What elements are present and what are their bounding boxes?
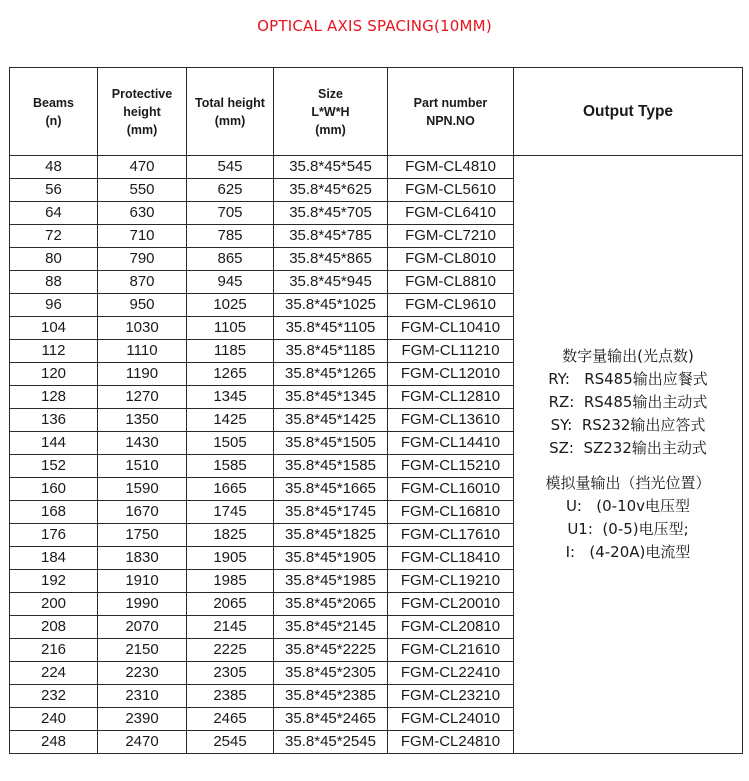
cell-protective: 1270 <box>98 386 187 409</box>
cell-size: 35.8*45*705 <box>274 202 388 225</box>
cell-part: FGM-CL24810 <box>388 731 514 754</box>
cell-beams: 176 <box>10 524 98 547</box>
header-output-type: Output Type <box>514 68 743 156</box>
cell-size: 35.8*45*2385 <box>274 685 388 708</box>
digital-output-line: RZ: RS485输出主动式 <box>548 393 708 411</box>
cell-total: 1105 <box>187 317 274 340</box>
cell-size: 35.8*45*945 <box>274 271 388 294</box>
cell-protective: 2230 <box>98 662 187 685</box>
cell-protective: 1830 <box>98 547 187 570</box>
cell-protective: 790 <box>98 248 187 271</box>
cell-size: 35.8*45*1265 <box>274 363 388 386</box>
cell-total: 1425 <box>187 409 274 432</box>
cell-total: 1585 <box>187 455 274 478</box>
cell-part: FGM-CL12810 <box>388 386 514 409</box>
cell-part: FGM-CL11210 <box>388 340 514 363</box>
cell-total: 1185 <box>187 340 274 363</box>
cell-size: 35.8*45*1985 <box>274 570 388 593</box>
cell-total: 785 <box>187 225 274 248</box>
cell-size: 35.8*45*1585 <box>274 455 388 478</box>
cell-part: FGM-CL12010 <box>388 363 514 386</box>
digital-output-line: SZ: SZ232输出主动式 <box>549 439 707 457</box>
header-beams: Beams (n) <box>10 68 98 156</box>
cell-protective: 2070 <box>98 616 187 639</box>
cell-total: 2305 <box>187 662 274 685</box>
cell-total: 1025 <box>187 294 274 317</box>
cell-part: FGM-CL5610 <box>388 179 514 202</box>
cell-beams: 88 <box>10 271 98 294</box>
cell-part: FGM-CL10410 <box>388 317 514 340</box>
cell-beams: 120 <box>10 363 98 386</box>
cell-total: 625 <box>187 179 274 202</box>
cell-part: FGM-CL23210 <box>388 685 514 708</box>
cell-beams: 96 <box>10 294 98 317</box>
cell-beams: 240 <box>10 708 98 731</box>
cell-beams: 72 <box>10 225 98 248</box>
cell-protective: 1350 <box>98 409 187 432</box>
cell-protective: 1190 <box>98 363 187 386</box>
cell-part: FGM-CL22410 <box>388 662 514 685</box>
cell-total: 1505 <box>187 432 274 455</box>
cell-beams: 208 <box>10 616 98 639</box>
spec-table <box>9 67 743 754</box>
cell-size: 35.8*45*785 <box>274 225 388 248</box>
cell-total: 1825 <box>187 524 274 547</box>
cell-total: 1665 <box>187 478 274 501</box>
cell-part: FGM-CL4810 <box>388 156 514 179</box>
cell-protective: 2390 <box>98 708 187 731</box>
page-title: OPTICAL AXIS SPACING(10MM) <box>257 17 492 35</box>
cell-total: 1265 <box>187 363 274 386</box>
cell-protective: 710 <box>98 225 187 248</box>
cell-part: FGM-CL7210 <box>388 225 514 248</box>
cell-beams: 136 <box>10 409 98 432</box>
cell-total: 2465 <box>187 708 274 731</box>
cell-part: FGM-CL9610 <box>388 294 514 317</box>
cell-size: 35.8*45*1425 <box>274 409 388 432</box>
cell-beams: 128 <box>10 386 98 409</box>
cell-beams: 64 <box>10 202 98 225</box>
cell-part: FGM-CL24010 <box>388 708 514 731</box>
cell-protective: 550 <box>98 179 187 202</box>
cell-total: 2145 <box>187 616 274 639</box>
cell-protective: 1030 <box>98 317 187 340</box>
cell-beams: 112 <box>10 340 98 363</box>
cell-total: 2385 <box>187 685 274 708</box>
cell-protective: 630 <box>98 202 187 225</box>
cell-part: FGM-CL20010 <box>388 593 514 616</box>
cell-beams: 232 <box>10 685 98 708</box>
cell-total: 2065 <box>187 593 274 616</box>
cell-protective: 1990 <box>98 593 187 616</box>
cell-protective: 1910 <box>98 570 187 593</box>
cell-protective: 1110 <box>98 340 187 363</box>
digital-output-line: SY: RS232输出应答式 <box>550 416 706 434</box>
cell-size: 35.8*45*2545 <box>274 731 388 754</box>
cell-total: 945 <box>187 271 274 294</box>
cell-beams: 152 <box>10 455 98 478</box>
cell-beams: 144 <box>10 432 98 455</box>
analog-output-line: U1: (0-5)电压型; <box>567 520 689 538</box>
cell-protective: 2310 <box>98 685 187 708</box>
cell-total: 2225 <box>187 639 274 662</box>
cell-beams: 56 <box>10 179 98 202</box>
analog-output-line: I: (4-20A)电流型 <box>565 543 691 561</box>
header-size: Size L*W*H (mm) <box>274 68 388 156</box>
cell-beams: 160 <box>10 478 98 501</box>
cell-beams: 224 <box>10 662 98 685</box>
analog-output-line: 模拟量输出（挡光位置） <box>545 474 711 492</box>
cell-beams: 80 <box>10 248 98 271</box>
cell-total: 705 <box>187 202 274 225</box>
cell-protective: 2150 <box>98 639 187 662</box>
cell-size: 35.8*45*2225 <box>274 639 388 662</box>
cell-size: 35.8*45*1505 <box>274 432 388 455</box>
cell-part: FGM-CL16810 <box>388 501 514 524</box>
cell-protective: 2470 <box>98 731 187 754</box>
cell-size: 35.8*45*2065 <box>274 593 388 616</box>
table-body <box>10 156 743 754</box>
cell-protective: 1750 <box>98 524 187 547</box>
header-total-height: Total height (mm) <box>187 68 274 156</box>
cell-size: 35.8*45*2145 <box>274 616 388 639</box>
cell-beams: 248 <box>10 731 98 754</box>
cell-part: FGM-CL21610 <box>388 639 514 662</box>
header-row <box>10 68 743 156</box>
cell-total: 1745 <box>187 501 274 524</box>
cell-size: 35.8*45*625 <box>274 179 388 202</box>
cell-total: 1985 <box>187 570 274 593</box>
cell-size: 35.8*45*1825 <box>274 524 388 547</box>
cell-size: 35.8*45*865 <box>274 248 388 271</box>
cell-part: FGM-CL6410 <box>388 202 514 225</box>
cell-total: 1345 <box>187 386 274 409</box>
output-type-cell <box>514 156 743 754</box>
cell-protective: 470 <box>98 156 187 179</box>
cell-part: FGM-CL8010 <box>388 248 514 271</box>
cell-protective: 1510 <box>98 455 187 478</box>
cell-beams: 216 <box>10 639 98 662</box>
digital-output-line: RY: RS485输出应餐式 <box>548 370 708 388</box>
cell-protective: 1670 <box>98 501 187 524</box>
table-row <box>10 156 743 179</box>
cell-beams: 200 <box>10 593 98 616</box>
cell-beams: 168 <box>10 501 98 524</box>
cell-total: 1905 <box>187 547 274 570</box>
cell-size: 35.8*45*2305 <box>274 662 388 685</box>
cell-size: 35.8*45*1905 <box>274 547 388 570</box>
cell-part: FGM-CL14410 <box>388 432 514 455</box>
cell-protective: 950 <box>98 294 187 317</box>
cell-total: 865 <box>187 248 274 271</box>
cell-part: FGM-CL16010 <box>388 478 514 501</box>
cell-total: 545 <box>187 156 274 179</box>
output-spacer <box>514 460 742 472</box>
cell-size: 35.8*45*1345 <box>274 386 388 409</box>
cell-total: 2545 <box>187 731 274 754</box>
cell-protective: 1590 <box>98 478 187 501</box>
cell-part: FGM-CL18410 <box>388 547 514 570</box>
cell-part: FGM-CL15210 <box>388 455 514 478</box>
digital-output-line: 数字量输出(光点数) <box>562 347 694 365</box>
analog-output-line: U: (0-10v电压型 <box>565 497 691 515</box>
cell-beams: 48 <box>10 156 98 179</box>
cell-beams: 192 <box>10 570 98 593</box>
cell-size: 35.8*45*545 <box>274 156 388 179</box>
cell-beams: 104 <box>10 317 98 340</box>
cell-part: FGM-CL19210 <box>388 570 514 593</box>
cell-size: 35.8*45*1105 <box>274 317 388 340</box>
cell-beams: 184 <box>10 547 98 570</box>
cell-part: FGM-CL8810 <box>388 271 514 294</box>
cell-size: 35.8*45*1025 <box>274 294 388 317</box>
cell-size: 35.8*45*1665 <box>274 478 388 501</box>
cell-protective: 1430 <box>98 432 187 455</box>
cell-part: FGM-CL13610 <box>388 409 514 432</box>
header-part-number: Part number NPN.NO <box>388 68 514 156</box>
cell-part: FGM-CL17610 <box>388 524 514 547</box>
cell-part: FGM-CL20810 <box>388 616 514 639</box>
header-protective-height: Protective height (mm) <box>98 68 187 156</box>
cell-size: 35.8*45*2465 <box>274 708 388 731</box>
cell-protective: 870 <box>98 271 187 294</box>
cell-size: 35.8*45*1745 <box>274 501 388 524</box>
cell-size: 35.8*45*1185 <box>274 340 388 363</box>
